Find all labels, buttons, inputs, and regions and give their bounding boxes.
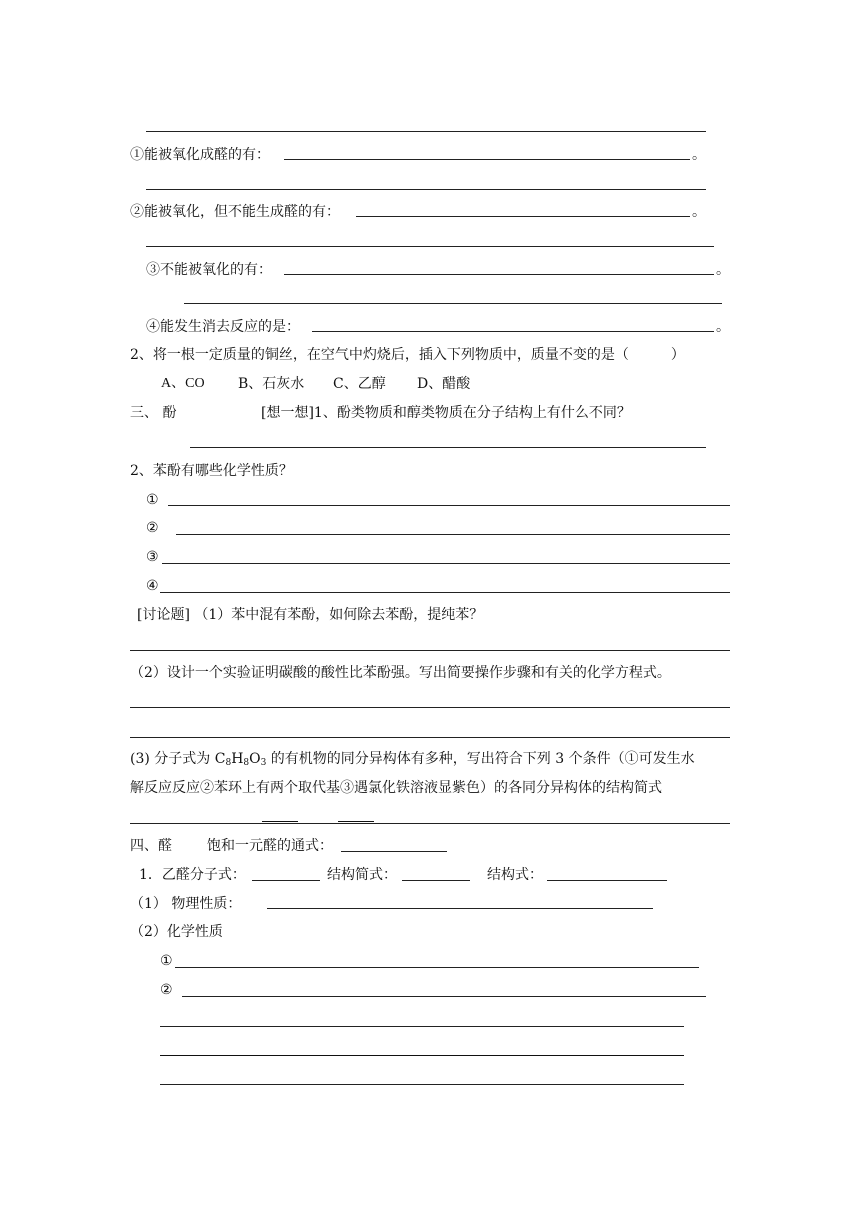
answer-line[interactable] xyxy=(190,447,706,448)
section-heading-phenol: 三、 酚 xyxy=(130,405,177,421)
answer-line[interactable] xyxy=(267,908,653,909)
circled-mark: ② xyxy=(160,982,173,998)
question-not-oxidized: ③不能被氧化的有： xyxy=(146,262,272,278)
structural-simple-label: 结构简式： xyxy=(327,867,397,883)
answer-line[interactable] xyxy=(130,650,730,651)
option-a: A、CO xyxy=(161,376,205,391)
circled-mark: ① xyxy=(160,953,173,969)
answer-line[interactable] xyxy=(284,274,714,275)
period: 。 xyxy=(692,204,706,220)
discussion-question-2: （2）设计一个实验证明碳酸的酸性比苯酚强。写出简要操作步骤和有关的化学方程式。 xyxy=(130,665,671,681)
structural-formula-label: 结构式： xyxy=(487,867,543,883)
answer-line[interactable] xyxy=(168,505,730,506)
circled-mark: ④ xyxy=(146,578,159,594)
circled-mark: ② xyxy=(146,520,159,536)
answer-line[interactable] xyxy=(146,189,706,190)
answer-line-mark xyxy=(262,821,298,822)
answer-line[interactable] xyxy=(402,880,470,881)
answer-line[interactable] xyxy=(184,303,722,304)
discussion-question-3-line1: (3) 分子式为 $C_8H_8O_3$ 的有机物的同分异构体有多种，写出符合下列 3 个条件（①可发生水 xyxy=(130,751,695,768)
answer-line[interactable] xyxy=(162,563,730,564)
answer-line[interactable] xyxy=(176,534,730,535)
answer-line[interactable] xyxy=(175,967,699,968)
discussion-question-3-line2: 解反应反应②苯环上有两个取代基③遇氯化铁溶液显紫色）的各同分异构体的结构简式 xyxy=(130,780,662,796)
answer-line[interactable] xyxy=(130,823,730,824)
question-oxidized-not-aldehyde: ②能被氧化，但不能生成醛的有： xyxy=(130,204,340,220)
answer-line[interactable] xyxy=(182,996,706,997)
phenol-properties-question: 2、苯酚有哪些化学性质？ xyxy=(130,463,293,479)
answer-line[interactable] xyxy=(547,880,667,881)
question-copper-wire: 2、将一根一定质量的铜丝，在空气中灼烧后，插入下列物质中，质量不变的是（ ） xyxy=(130,347,685,363)
answer-line[interactable] xyxy=(284,159,690,160)
circled-mark: ① xyxy=(146,492,159,508)
option-b: B、石灰水 xyxy=(238,376,305,392)
period: 。 xyxy=(716,262,730,278)
answer-line[interactable] xyxy=(356,216,690,217)
think-question: [想一想]1、酚类物质和醇类物质在分子结构上有什么不同？ xyxy=(261,405,631,421)
answer-line[interactable] xyxy=(160,1084,684,1085)
answer-line[interactable] xyxy=(130,737,730,738)
answer-line[interactable] xyxy=(160,1026,684,1027)
option-d: D、醋酸 xyxy=(417,376,471,392)
answer-line[interactable] xyxy=(130,707,730,708)
option-c: C、乙醇 xyxy=(333,376,386,392)
general-formula-label: 饱和一元醛的通式： xyxy=(207,838,333,854)
answer-line[interactable] xyxy=(160,1055,684,1056)
circled-mark: ③ xyxy=(146,549,159,565)
answer-line[interactable] xyxy=(146,246,714,247)
answer-line[interactable] xyxy=(252,880,320,881)
section-heading-aldehyde: 四、醛 xyxy=(130,838,172,854)
physical-properties-label: （1） 物理性质： xyxy=(130,896,242,912)
discussion-question-1: [讨论题] （1）苯中混有苯酚，如何除去苯酚，提纯苯？ xyxy=(137,607,484,623)
period: 。 xyxy=(692,147,706,163)
period: 。 xyxy=(716,319,730,335)
answer-line[interactable] xyxy=(146,131,706,132)
answer-line[interactable] xyxy=(160,592,730,593)
answer-line[interactable] xyxy=(341,851,447,852)
question-oxidized-to-aldehyde: ①能被氧化成醛的有： xyxy=(130,147,270,163)
answer-line[interactable] xyxy=(312,331,714,332)
answer-line-mark xyxy=(338,821,374,822)
question-elimination: ④能发生消去反应的是： xyxy=(146,319,300,335)
chemical-properties-label: （2）化学性质 xyxy=(130,924,223,940)
acetaldehyde-formula-label: 1．乙醛分子式： xyxy=(139,867,246,883)
